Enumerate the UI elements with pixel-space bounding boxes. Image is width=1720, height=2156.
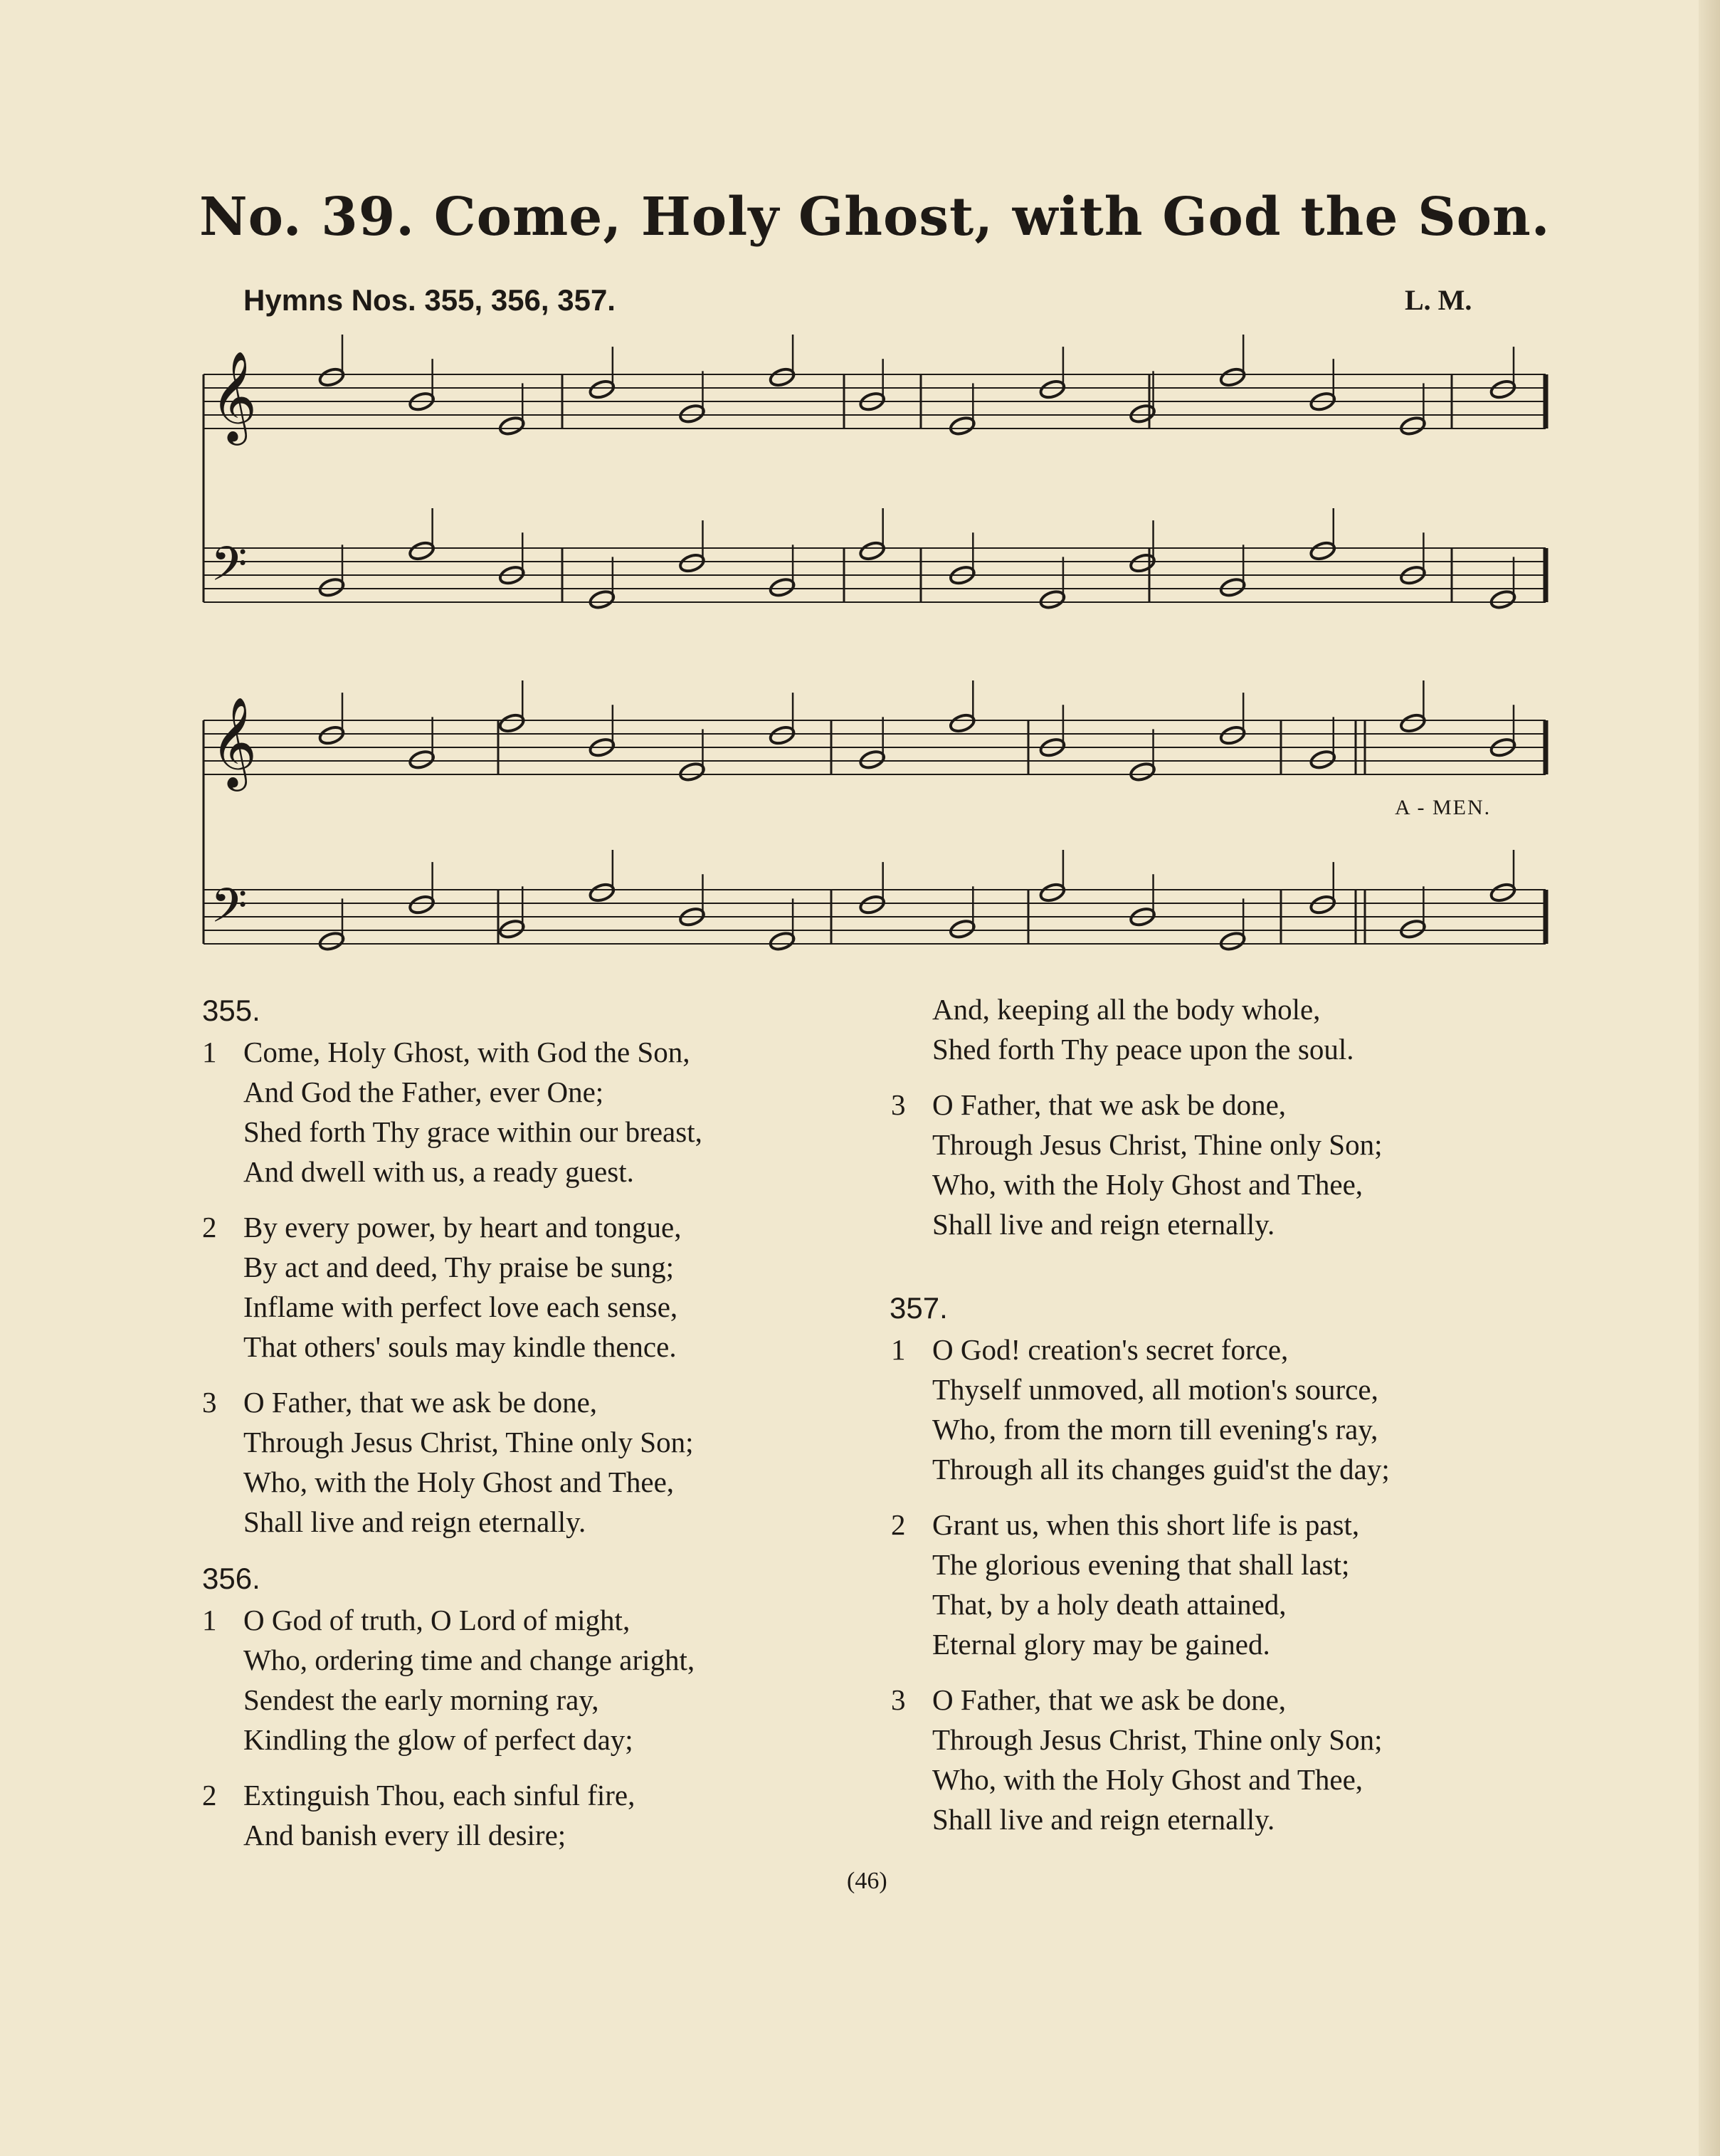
- verse-line: And banish every ill desire;: [243, 1819, 566, 1851]
- note-head: [1399, 918, 1427, 940]
- verse-line: Who, ordering time and change aright,: [243, 1644, 695, 1676]
- note-head: [1399, 712, 1427, 734]
- verse-line: Shed forth Thy grace within our breast,: [243, 1115, 702, 1148]
- verse-line: Come, Holy Ghost, with God the Son,: [243, 1036, 690, 1068]
- page-number: (46): [847, 1868, 887, 1894]
- verse-line: Through Jesus Christ, Thine only Son;: [243, 1426, 694, 1458]
- verse-line: And God the Father, ever One;: [243, 1076, 604, 1108]
- note-head: [858, 540, 886, 562]
- note-head: [678, 403, 706, 424]
- stanza: [202, 1600, 885, 1760]
- hymn-numbers-line: Hymns Nos. 355, 356, 357.: [243, 283, 616, 317]
- bass-clef: 𝄢: [211, 537, 248, 603]
- note-head: [318, 725, 346, 746]
- note-head: [1489, 379, 1517, 400]
- verse-line: That, by a holy death attained,: [932, 1588, 1287, 1621]
- stanza: [891, 1330, 1567, 1489]
- verse-line: Through all its changes guid'st the day;: [932, 1453, 1390, 1485]
- verse-line: Through Jesus Christ, Thine only Son;: [932, 1128, 1383, 1161]
- stanza: [891, 1085, 1567, 1244]
- verse-line: Who, from the morn till evening's ray,: [932, 1413, 1378, 1446]
- verse-line: Extinguish Thou, each sinful fire,: [243, 1779, 635, 1811]
- stanza: [891, 1505, 1567, 1664]
- note-head: [1039, 882, 1067, 903]
- note-head: [1129, 403, 1156, 424]
- note-head: [1309, 540, 1336, 562]
- note-head: [1399, 415, 1427, 436]
- verse-line: O Father, that we ask be done,: [932, 1683, 1287, 1716]
- verse-number: 3: [202, 1386, 217, 1419]
- note-head: [769, 367, 796, 388]
- verse-line: Thyself unmoved, all motion's source,: [932, 1373, 1378, 1406]
- note-head: [318, 930, 346, 952]
- stanza: [202, 1032, 885, 1192]
- note-head: [498, 415, 526, 436]
- note-head: [408, 540, 436, 562]
- verse-number: 1: [891, 1333, 906, 1366]
- note-head: [858, 894, 886, 915]
- note-head: [318, 367, 346, 388]
- note-head: [858, 749, 886, 770]
- hymn-number: 355.: [202, 994, 260, 1027]
- note-head: [1129, 552, 1156, 574]
- stanza: [202, 1382, 885, 1542]
- verse-line: And, keeping all the body whole,: [932, 993, 1321, 1026]
- note-head: [408, 894, 436, 915]
- hymn-number: 357.: [890, 1291, 948, 1325]
- note-head: [949, 712, 976, 734]
- note-head: [949, 918, 976, 940]
- verse-line: That others' souls may kindle thence.: [243, 1330, 677, 1363]
- stanza: [202, 1775, 885, 1855]
- note-head: [769, 725, 796, 746]
- note-head: [678, 552, 706, 574]
- note-head: [1219, 577, 1247, 598]
- verse-number: 1: [202, 1036, 217, 1068]
- verse-line: Sendest the early morning ray,: [243, 1683, 599, 1716]
- verse-line: Who, with the Holy Ghost and Thee,: [932, 1763, 1363, 1796]
- verse-line: By every power, by heart and tongue,: [243, 1211, 682, 1243]
- note-head: [1219, 367, 1247, 388]
- meter-label: L. M.: [1405, 284, 1472, 316]
- verse-line: Through Jesus Christ, Thine only Son;: [932, 1723, 1383, 1756]
- bass-clef: 𝄢: [211, 878, 248, 945]
- note-head: [769, 930, 796, 952]
- verse-line: Who, with the Holy Ghost and Thee,: [932, 1168, 1363, 1201]
- note-head: [588, 882, 616, 903]
- note-head: [1309, 894, 1336, 915]
- text-column-left: [202, 989, 885, 1871]
- treble-clef: 𝄞: [211, 696, 258, 787]
- note-head: [1489, 589, 1517, 610]
- verse-number: 3: [891, 1683, 906, 1716]
- verse-line: O God of truth, O Lord of might,: [243, 1604, 631, 1636]
- note-head: [1219, 930, 1247, 952]
- hymn-title: No. 39. Come, Holy Ghost, with God the Son.: [199, 186, 1551, 248]
- verse-line: O Father, that we ask be done,: [243, 1386, 598, 1419]
- music-score: [0, 0, 1720, 997]
- note-head: [949, 415, 976, 436]
- note-head: [408, 749, 436, 770]
- note-head: [1039, 589, 1067, 610]
- note-head: [1039, 379, 1067, 400]
- note-head: [1309, 749, 1336, 770]
- note-head: [678, 761, 706, 782]
- note-head: [588, 379, 616, 400]
- verse-number: 2: [202, 1211, 217, 1243]
- verse-number: 2: [202, 1779, 217, 1811]
- note-head: [588, 589, 616, 610]
- note-head: [318, 577, 346, 598]
- treble-clef: 𝄞: [211, 350, 258, 441]
- verse-line: Who, with the Holy Ghost and Thee,: [243, 1466, 675, 1498]
- verse-line: Shall live and reign eternally.: [932, 1803, 1275, 1836]
- verse-line: O God! creation's secret force,: [932, 1333, 1289, 1366]
- hymn-number: 356.: [202, 1562, 260, 1595]
- verse-line: Kindling the glow of perfect day;: [243, 1723, 633, 1756]
- note-head: [1219, 725, 1247, 746]
- verse-line: Shall live and reign eternally.: [932, 1208, 1275, 1241]
- verse-line: And dwell with us, a ready guest.: [243, 1155, 634, 1188]
- note-head: [1129, 761, 1156, 782]
- note-head: [769, 577, 796, 598]
- verse-number: 1: [202, 1604, 217, 1636]
- stanza: [891, 1680, 1567, 1839]
- verse-line: O Father, that we ask be done,: [932, 1088, 1287, 1121]
- verse-line: Grant us, when this short life is past,: [932, 1508, 1360, 1541]
- verse-line: Eternal glory may be gained.: [932, 1628, 1270, 1661]
- note-head: [498, 712, 526, 734]
- verse-line: Inflame with perfect love each sense,: [243, 1290, 678, 1323]
- text-column-right: [891, 989, 1567, 1855]
- verse-number: 2: [891, 1508, 906, 1541]
- verse-number: 3: [891, 1088, 906, 1121]
- verse-line: By act and deed, Thy praise be sung;: [243, 1251, 674, 1283]
- amen-lyric: A - MEN.: [1395, 796, 1492, 819]
- note-head: [1489, 882, 1517, 903]
- verse-line: Shall live and reign eternally.: [243, 1505, 586, 1538]
- staff-systems: [204, 335, 1546, 952]
- stanza-continuation: [891, 989, 1567, 1069]
- verse-line: The glorious evening that shall last;: [932, 1548, 1350, 1581]
- stanza: [202, 1207, 885, 1367]
- verse-line: Shed forth Thy peace upon the soul.: [932, 1033, 1354, 1066]
- note-head: [498, 918, 526, 940]
